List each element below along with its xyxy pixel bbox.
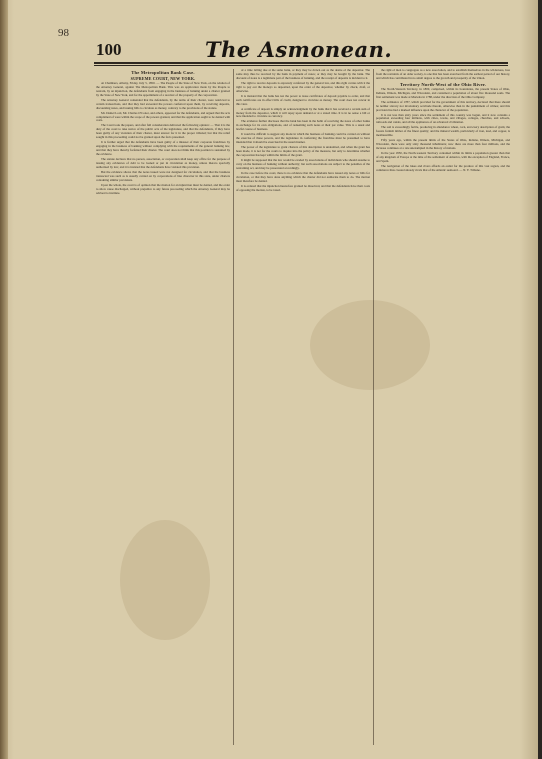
margin-number: 98: [58, 27, 69, 39]
article-subheading: SUPREME COURT, NEW YORK.: [130, 75, 196, 81]
paragraph: The power of the legislature to grant charters of this description is undoubted, and when the grant has been made, it is not for the courts to inquire into the policy of the measure, but only to determine whether the corporation has kept within the limits of the grant.: [236, 145, 370, 158]
masthead-title: The Asmonean.: [205, 37, 393, 62]
paragraph: It is insisted that the bank has not the power to issue certificates of deposit payable to order, and that such certificates are in effect bills of credit, designed to circulate as money. The court does not concur in this view.: [236, 93, 370, 106]
header-rule-thin: [94, 65, 508, 66]
column-1: [96, 69, 230, 745]
paragraph: In the year 1850, the North-western Territory contained within its limits a population greater than that of any kingdom of Europe at the time of the settlement of America, with the exception of England, France, and Spain.: [376, 151, 510, 164]
paragraph: It is ordered that the injunction heretofore granted be dissolved, and that the defendants have their costs of opposing the motion, to be taxed.: [236, 183, 370, 192]
paragraph: The Attorney General contended that the defendants, by the terms of their charter, were restricted to certain transactions, and that they had exceeded the powers conferred upon them, by receiving deposits, discounting notes, and issuing bills to circulate as money, contrary to the provisions of the statute.: [96, 97, 230, 110]
article-body: [96, 82, 230, 196]
column-2: [236, 69, 370, 745]
article-heading: The Metropolitan Bank Case.: [131, 70, 195, 75]
paragraph: The evidence further discloses that the bank has been in the habit of receiving the notes of other banks in exchange for its own obligations, and of redeeming such notes at their par value. This is a usual and lawful course of business.: [236, 119, 370, 132]
column-divider: [373, 69, 374, 745]
paragraph: It is not less than sixty years since the settlement of this country was begun, and it now contains a population exceeding four millions, with cities, towns, and villages, colleges, churches, and schools, railroads and canals, and all the appliances of an advanced civilization.: [376, 112, 510, 125]
paragraph: Mr. Daniel Lord, Mr. Charles O'Conor, and others, appeared for the defendants, and argued that the acts complained of were within the scope of the powers granted, and that the application ought to be denied with costs.: [96, 110, 230, 123]
article-heading: Territory North-West of the Ohio River.: [399, 81, 487, 87]
paragraph: The navigation of the lakes and rivers affords an outlet for the produce of this vast region, and the commerce thus created already rivals that of the Atlantic seaboard. — N. Y. Tribune.: [376, 163, 510, 172]
paragraph: The statute declares that no person, association, or corporation shall keep any office for the purpose of issuing any evidences of debt to be loaned or put in circulation as money, unless thereto specially authorized by law; and it is insisted that the defendants have violated this provision.: [96, 157, 230, 169]
paragraph: Upon the whole, the court is of opinion that the motion for an injunction must be denied, and the order to show cause discharged, without prejudice to any future proceeding which the Attorney General may be advised to institute.: [96, 182, 230, 195]
paragraph: At Chambers, Albany, Friday, July 5, 1850. — The People of the State of New York, on the relation of the Attorney General, against The Metropolitan Bank. This was an application made by the People to restrain, by an injunction, the defendants from engaging in the business of banking under a charter granted by the State of New York, and for the appointment of a receiver of the property of the corporation.: [96, 80, 230, 97]
paragraph: The right to receive deposits is expressly conferred by the general law, and this right carries with it the right to pay out the moneys so deposited, upon the order of the depositor, whether by check, draft, or otherwise.: [236, 80, 370, 93]
paragraph: It is further urged that the defendants have been guilty of a misuser of their corporate franchises by engaging in the business of banking without complying with the requirements of the general banking law, and that they have thereby forfeited their charter. The court does not think that this position is sustained by the evidence.: [96, 140, 230, 157]
article-body: [236, 69, 370, 193]
paragraph: The soil is exceedingly fertile, producing in abundance wheat, corn, and every description of grain; the forests furnish timber of the finest quality; and the mineral wealth, particularly of iron, lead, and copper, is inexhaustible.: [376, 125, 510, 138]
paragraph: In the case before the court, there is no evidence that the defendants have issued any notes or bills for circulation, or that they have done anything which the charter did not authorize them to do. The motion must therefore be denied.: [236, 170, 370, 183]
paragraph: It might be supposed that the law would be evaded by associations of individuals who should assume to carry on the business of banking without authority; but such associations are subject to the penalties of the restraining act, and may be prosecuted accordingly.: [236, 158, 370, 170]
header-rule: [94, 62, 508, 64]
paragraph: the right of men to congregate as a new association, and to establish themselves in the wilderness, free from the restraints of an older society, is one that has been exercised from the earliest period of our history, and which has contributed in no small degree to the growth and prosperity of the Union.: [376, 69, 510, 80]
paragraph: But the evidence shows that the notes issued were not designed for circulation, and that the business transacted was such as is usually carried on by corporations of like character in this state, under charters containing similar provisions.: [96, 169, 230, 182]
paragraph: The ordinance of 1787, which provided for the government of this territory, declared that there should be neither slavery nor involuntary servitude therein, otherwise than in the punishment of crimes; and this provision has had a marked influence upon the character of the population.: [376, 99, 510, 112]
paragraph: The Court took the papers, and after full consideration delivered the following opinion: — That it is the duty of the court to take notice of the public acts of the legislature, and that the defendants, if they have been guilty of any violation of their charter, must answer for it in the proper tribunal; but that the relief sought in this proceeding could not be granted upon the facts presented.: [96, 123, 230, 140]
page-number: 100: [96, 40, 122, 59]
column-3: [376, 69, 510, 745]
paragraph: of a time falling due at the same bank, or they may be drawn out as the desire of the depositor. The same may thus be received by the bank in payment of notes; or they may be bought by the bank. The discount of notes is a legitimate part of the business of banking, and the receipt of deposits is incident to it.: [236, 69, 370, 80]
paragraph: It would be difficult to suggest any mode in which the business of banking could be carried on without the exercise of these powers, and the legislature in conferring the franchise must be presumed to have intended that it should be exercised in the usual manner.: [236, 132, 370, 145]
binding-spine: [0, 0, 8, 759]
paragraph: The North-Western Territory, in 1800, comprised, within its boundaries, the present States of Ohio, Indiana, Illinois, Michigan, and Wisconsin, and contained a population of about five thousand souls. The first settlement was made at Marietta in 1788, under the direction of the Ohio Company.: [376, 86, 510, 99]
article-body: [376, 69, 510, 173]
paragraph: Fifty years ago, within the present limits of the States of Ohio, Indiana, Illinois, Michigan, and Wisconsin, there were only sixty thousand inhabitants; now there are more than four millions, and the increase continues at a rate unexampled in the history of nations.: [376, 138, 510, 151]
column-divider: [233, 69, 234, 745]
paragraph: A certificate of deposit is simply an acknowledgment by the bank that it has received a certain sum of money from the depositor, which it will repay upon demand or at a stated time. It is in no sense a bill or note intended to circulate as currency.: [236, 106, 370, 119]
